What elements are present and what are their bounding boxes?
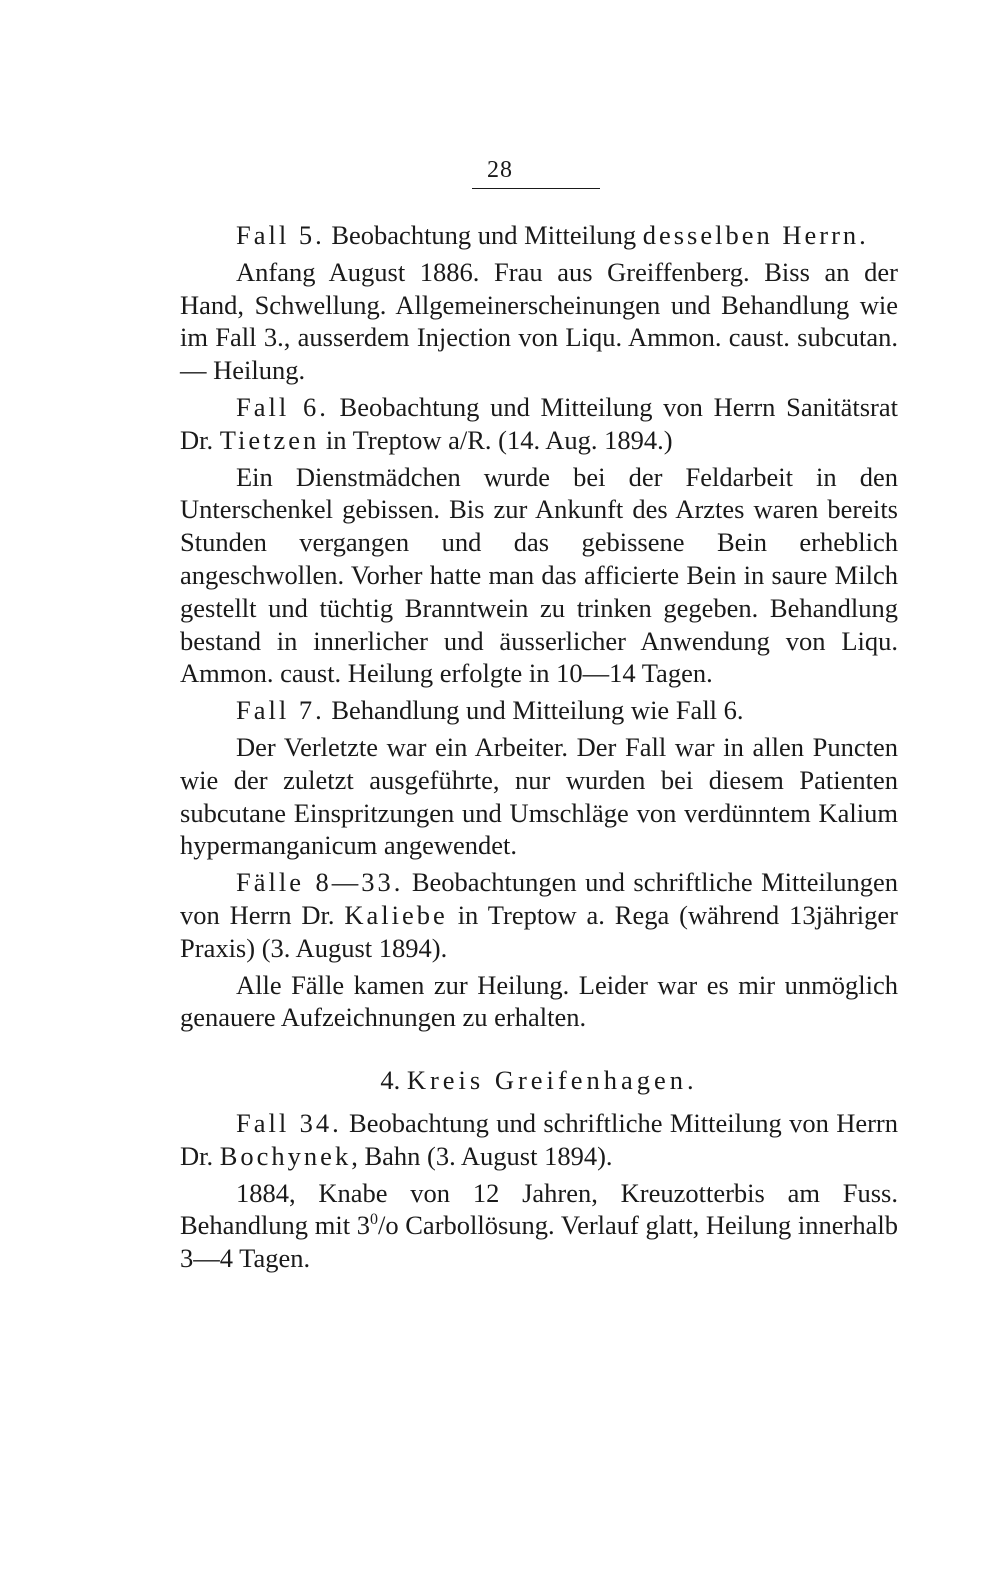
paragraph-text: Beobachtung und Mitteilung bbox=[324, 220, 643, 250]
paragraph-text: in Treptow a/R. (14. Aug. 1894.) bbox=[319, 424, 673, 455]
superscript: 0 bbox=[369, 1211, 378, 1229]
person-name: Tietzen bbox=[219, 424, 320, 455]
paragraph-text: 1884, Knabe von 12 Jahren, Kreuzotterbis am Fuss. Behandlung mit 3 bbox=[180, 1177, 898, 1241]
paragraph-text: . bbox=[859, 220, 866, 250]
paragraph-text: Behandlung und Mitteilung wie Fall 6. bbox=[324, 695, 744, 726]
paragraph-text: Beobachtung und Mitteilung von Herrn Sanitätsrat Dr. bbox=[180, 391, 898, 455]
paragraph-fall-34-details bbox=[180, 1177, 898, 1275]
case-label: Fall 5. bbox=[236, 220, 325, 250]
paragraph-fall-34 bbox=[180, 1107, 898, 1173]
paragraph-text: , Bahn (3. August 1894). bbox=[351, 1140, 613, 1171]
paragraph-fall-5 bbox=[180, 219, 898, 252]
paragraph-text: Beobachtungen und schriftliche Mitteilungen von Herrn Dr. bbox=[180, 867, 898, 930]
page-number-rule bbox=[472, 188, 600, 189]
section-title: Kreis Greifenhagen. bbox=[406, 1065, 698, 1096]
paragraph-text: /o Carbollösung. Verlauf glatt, Heilung innerhalb 3—4 Tagen. bbox=[180, 1210, 899, 1274]
person-name: desselben Herrn bbox=[642, 220, 860, 250]
person-name: Bochynek bbox=[219, 1140, 352, 1171]
case-label: Fall 34. bbox=[236, 1107, 342, 1138]
paragraph-fall-7 bbox=[180, 694, 898, 727]
page-number: 28 bbox=[487, 157, 513, 183]
section-number: 4. bbox=[380, 1065, 401, 1096]
case-label: Fall 6. bbox=[236, 391, 329, 422]
case-label: Fall 7. bbox=[236, 695, 325, 726]
person-name: Kaliebe bbox=[344, 899, 448, 930]
section-heading bbox=[180, 1064, 898, 1097]
paragraph-faelle-8-33-details: Alle Fälle kamen zur Heilung. Leider war es mir unmöglich genauere Aufzeichnungen zu erhalten. bbox=[180, 969, 898, 1033]
paragraph-text: Beobachtung und schriftliche Mitteilung von Herrn Dr. bbox=[180, 1107, 898, 1171]
paragraph-fall-6-details: Ein Dienstmädchen wurde bei der Feldarbeit in den Unterschenkel gebissen. Bis zur Ankunft des Arztes waren bereits Stunden vergangen und das gebissene Bein erheblich angeschwollen. Vorher hatte man das afficierte Bein in saure Milch gestellt und tüchtig Branntwein zu trinken gegeben. Behandlung bestand in innerlicher und äusserlicher Anwendung von Liqu. Ammon. caust. Heilung erfolgte in 10—14 Tagen. bbox=[180, 461, 898, 689]
body-text bbox=[180, 219, 898, 1279]
paragraph-fall-6 bbox=[180, 391, 898, 457]
paragraph-faelle-8-33 bbox=[180, 866, 898, 964]
paragraph-fall-7-details: Der Verletzte war ein Arbeiter. Der Fall war in allen Puncten wie der zuletzt ausgeführte, nur wurden bei diesem Patienten subcutane Einspritzungen und Umschläge von verdünntem Kalium hypermanganicum angewendet. bbox=[180, 731, 898, 861]
paragraph-text: in Treptow a. Rega (während 13jähriger Praxis) (3. August 1894). bbox=[180, 899, 898, 963]
paragraph-fall-5-details: Anfang August 1886. Frau aus Greiffenberg. Biss an der Hand, Schwellung. Allgemeinerscheinungen und Behandlung wie im Fall 3., ausserdem Injection von Liqu. Ammon. caust. subcutan. — Heilung. bbox=[180, 256, 898, 386]
case-label: Fälle 8—33. bbox=[236, 867, 404, 898]
